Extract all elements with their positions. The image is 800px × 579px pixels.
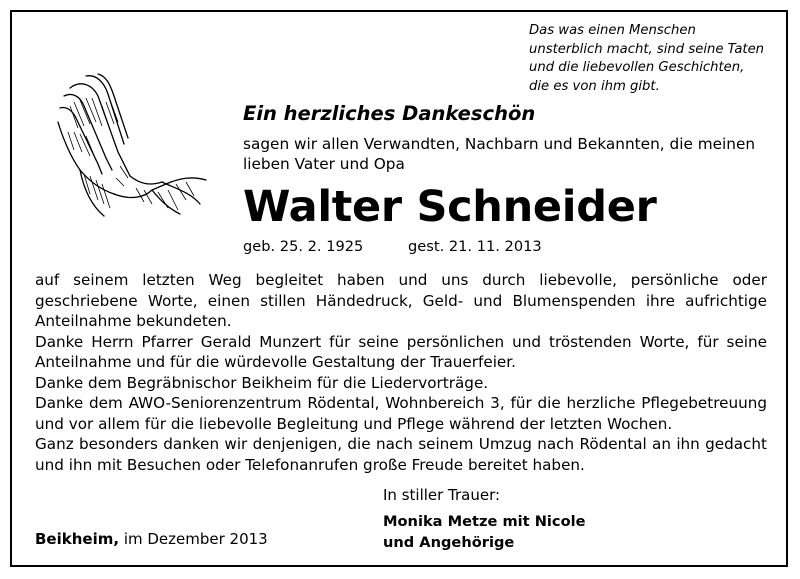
- quote-line: die es von ihm gibt.: [529, 78, 660, 94]
- praying-hands-icon: [40, 66, 210, 221]
- place-date: [35, 530, 268, 548]
- quote-line: und die liebevollen Geschichten,: [529, 60, 745, 75]
- birth-date: geb. 25. 2. 1925: [243, 238, 364, 255]
- body-paragraph: auf seinem letzten Weg begleitet haben und uns durch liebevolle, persönliche oder geschriebene Worte, einen stillen Händedruck, Geld- und Blumenspenden ihre aufrichtige Anteilnahme bekundeten.: [35, 271, 767, 330]
- body-paragraph: Ganz besonders danken wir denjenigen, die nach seinem Umzug nach Rödental an ihn gedacht und ihn mit Besuchen oder Telefonanrufen große Freude bereitet haben.: [35, 435, 767, 474]
- place-name: Beikheim,: [35, 530, 120, 548]
- body-paragraph: Danke dem Begräbnischor Beikheim für die Liedervorträge.: [35, 373, 489, 392]
- quote-line: Das was einen Menschen: [529, 23, 696, 38]
- life-dates: [243, 238, 542, 255]
- death-date: gest. 21. 11. 2013: [408, 238, 542, 255]
- mourner-line: Monika Metze mit Nicole: [383, 513, 586, 530]
- intro-text: [243, 134, 755, 174]
- deceased-name: Walter Schneider: [243, 182, 657, 232]
- body-paragraph: Danke Herrn Pfarrer Gerald Munzert für seine persönlichen und tröstenden Worte, für seine Anteilnahme und für die würdevolle Gestaltung der Trauerfeier.: [35, 332, 767, 371]
- mourning-label: In stiller Trauer:: [383, 486, 501, 504]
- notice-date: im Dezember 2013: [123, 530, 268, 548]
- quote-line: unsterblich macht, sind seine Taten: [529, 41, 765, 57]
- body-text: [35, 270, 767, 475]
- intro-line: sagen wir allen Verwandten, Nachbarn und Bekannten, die meinen: [243, 135, 756, 153]
- mourners: [383, 512, 586, 553]
- mourner-line: und Angehörige: [383, 533, 515, 551]
- quote-block: [529, 22, 779, 96]
- intro-line: lieben Vater und Opa: [243, 155, 405, 173]
- body-paragraph: Danke dem AWO-Seniorenzentrum Rödental, Wohnbereich 3, für die herzliche Pflegebetreuung und vor allem für die liebevolle Begleitung und Pflege während der letzten Wochen.: [35, 394, 767, 433]
- thanks-title: Ein herzliches Dankeschön: [243, 102, 536, 125]
